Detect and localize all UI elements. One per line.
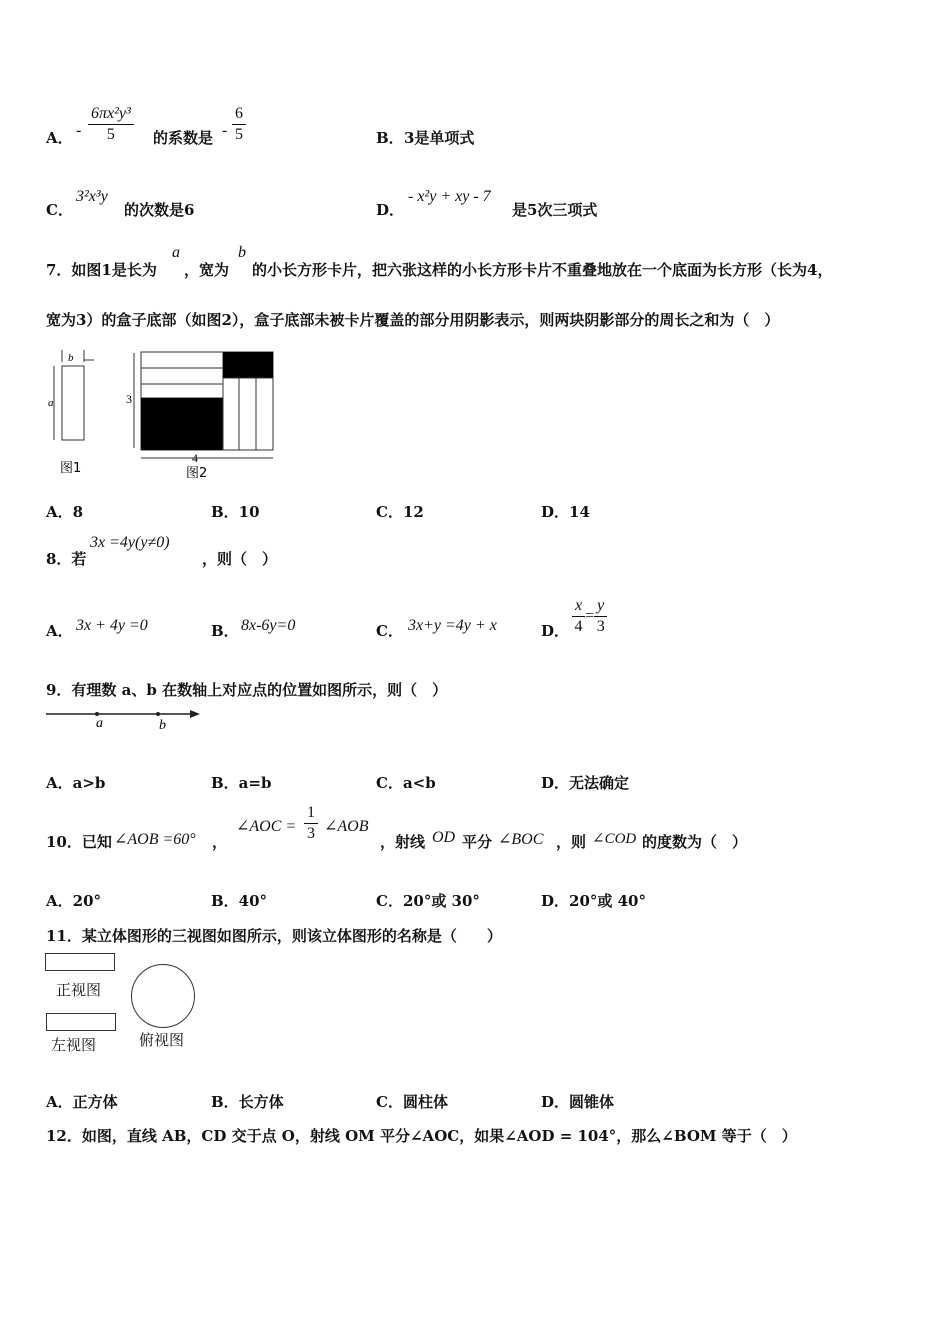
q8-stem-part2: ，则（ ） — [202, 550, 278, 568]
q10-stem-part2: ，射线 — [380, 833, 426, 851]
q8-d-4: 4 — [574, 618, 583, 635]
point-b-label: b — [159, 718, 166, 732]
q11-option-a: A．正方体 — [46, 1093, 118, 1111]
q11-option-d: D．圆锥体 — [541, 1093, 615, 1111]
q7-figure2 — [126, 352, 273, 481]
q10-aob: ∠AOB =60° — [114, 831, 196, 848]
q10-cod: ∠COD — [592, 831, 637, 847]
q11-front-view-rect — [45, 953, 115, 971]
fig2-height-label: 3 — [126, 392, 132, 406]
q10-option-c: C．20°或 30° — [376, 892, 480, 910]
q8-option-b-label: B． — [211, 622, 239, 640]
q10-aoc-left: ∠AOC = — [236, 818, 297, 835]
q6-option-a-value — [232, 104, 246, 145]
q10-stem-part1: 10．已知 — [46, 833, 112, 851]
q11-left-view-rect — [46, 1013, 116, 1031]
q7-figure1 — [48, 350, 94, 476]
q7-var-a: a — [172, 244, 180, 261]
q8-d-3: 3 — [596, 618, 605, 635]
fig2-card-v2 — [239, 378, 256, 450]
q10-option-a: A．20° — [46, 892, 102, 910]
q10-frac-num: 1 — [304, 803, 318, 824]
q8-d-eq: = — [585, 607, 595, 625]
fig2-card-h1 — [141, 352, 223, 368]
point-a-label: a — [96, 716, 103, 731]
q7-var-b: b — [238, 244, 246, 261]
point-b-dot — [156, 712, 160, 716]
q6-option-d-expr: - x²y + xy - 7 — [408, 188, 491, 205]
q10-comma: ， — [212, 833, 228, 851]
q6-option-a-text: 的系数是 — [153, 129, 214, 147]
q10-boc: ∠BOC — [498, 831, 544, 848]
q6-a-val-neg: - — [222, 122, 228, 139]
q8-d-x: x — [572, 596, 585, 617]
q7-option-c: C．12 — [376, 503, 424, 521]
q9-option-b: B．a=b — [211, 774, 272, 792]
q8-option-a-expr: 3x + 4y =0 — [76, 617, 148, 634]
fig2-card-h3 — [141, 384, 223, 398]
q6-neg-sign: - — [76, 122, 82, 139]
fig1-b-label: b — [68, 352, 74, 364]
q10-frac-den: 3 — [307, 825, 315, 842]
fig2-width-label: 4 — [192, 451, 198, 465]
fig2-shade-right — [223, 352, 273, 378]
q8-option-c-expr: 3x+y =4y + x — [408, 617, 497, 634]
q7-stem-line2: 宽为3）的盒子底部（如图2），盒子底部未被卡片覆盖的部分用阴影表示，则两块阴影部分的周长之和为（ ） — [46, 311, 780, 329]
fig2-caption: 图2 — [186, 466, 208, 481]
q6-a-denominator: 5 — [106, 126, 115, 143]
q11-front-view-label: 正视图 — [56, 981, 102, 999]
q8-condition: 3x =4y(y≠0) — [90, 534, 170, 551]
q11-top-view-label: 俯视图 — [139, 1031, 185, 1049]
q8-option-d-label: D． — [541, 622, 570, 640]
q6-option-a-label: A． — [46, 129, 73, 147]
q6-option-c-expr: 3²x³y — [76, 188, 108, 205]
q8-stem-part1: 8．若 — [46, 550, 87, 568]
q9-option-c: C．a<b — [376, 774, 436, 792]
q10-fraction — [304, 803, 318, 844]
q7-option-b: B．10 — [211, 503, 260, 521]
fig2-card-v1 — [223, 378, 239, 450]
q10-stem-part5: 的度数为（ ） — [642, 833, 748, 851]
q12-stem: 12．如图，直线 AB，CD 交于点 O，射线 OM 平分∠AOC，如果∠AOD = 104°，那么∠BOM 等于（ ） — [46, 1127, 797, 1145]
q6-option-d-label: D． — [376, 201, 405, 219]
q6-option-b-label: B． — [376, 129, 404, 147]
q7-option-a: A．8 — [46, 503, 84, 521]
q9-stem: 9．有理数 a、b 在数轴上对应点的位置如图所示，则（ ） — [46, 681, 448, 699]
fig1-a-label: a — [48, 397, 54, 409]
fig2-card-v3 — [256, 378, 273, 450]
q11-option-c: C．圆柱体 — [376, 1093, 448, 1111]
q11-top-view-circle — [131, 964, 195, 1028]
q10-option-d: D．20°或 40° — [541, 892, 646, 910]
q6-a-val-num: 6 — [232, 104, 246, 125]
q6-a-val-den: 5 — [235, 126, 243, 143]
fig1-card — [62, 366, 84, 440]
q6-option-d-text: 是5次三项式 — [512, 201, 598, 219]
q8-d-y: y — [594, 596, 607, 617]
q6-a-numerator: 6πx²y³ — [88, 104, 134, 125]
fig2-card-h2 — [141, 368, 223, 384]
q7-stem-part2: ，宽为 — [184, 261, 230, 279]
q6-option-c-text: 的次数是6 — [124, 201, 195, 219]
q7-stem-part3: 的小长方形卡片，把六张这样的小长方形卡片不重叠地放在一个底面为长方形（长为4， — [252, 261, 833, 279]
number-line-arrow — [190, 710, 200, 718]
q8-option-d-expr — [572, 596, 607, 637]
fig2-shade-left — [141, 398, 223, 450]
q8-option-a-label: A． — [46, 622, 73, 640]
q10-stem-part4: ，则 — [556, 833, 587, 851]
q9-option-a: A．a>b — [46, 774, 106, 792]
q9-option-d: D．无法确定 — [541, 774, 630, 792]
q10-od: OD — [432, 829, 456, 846]
q11-option-b: B．长方体 — [211, 1093, 284, 1111]
q10-option-b: B．40° — [211, 892, 268, 910]
q9-number-line — [44, 702, 204, 732]
fig1-caption: 图1 — [60, 461, 82, 476]
q10-stem-part3: 平分 — [462, 833, 493, 851]
q6-option-c-label: C． — [46, 201, 73, 219]
q8-option-b-expr: 8x-6y=0 — [241, 617, 296, 634]
q6-option-b-text: 3是单项式 — [404, 129, 475, 147]
q8-option-c-label: C． — [376, 622, 403, 640]
q6-option-a-fraction — [88, 104, 134, 145]
q7-figures — [44, 348, 284, 484]
q11-left-view-label: 左视图 — [51, 1036, 97, 1054]
q7-option-d: D．14 — [541, 503, 590, 521]
q7-stem-part1: 7．如图1是长为 — [46, 261, 157, 279]
q10-aoc-right: ∠AOB — [324, 818, 369, 835]
q11-stem: 11．某立体图形的三视图如图所示，则该立体图形的名称是（ ） — [46, 927, 502, 945]
